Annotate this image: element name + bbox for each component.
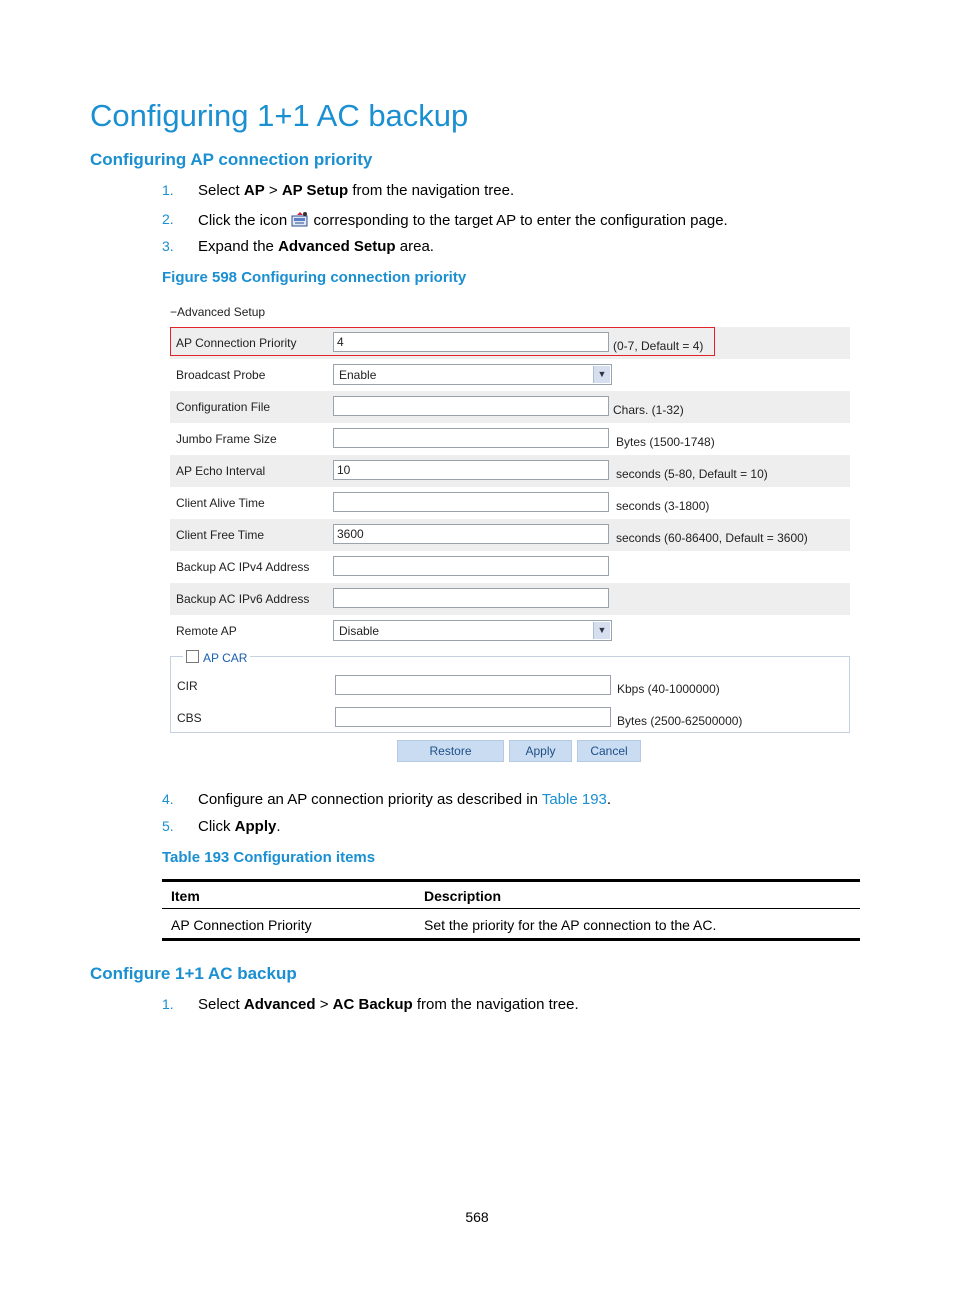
field-hint: seconds (3-1800)	[616, 499, 710, 513]
row-client-free-time	[170, 519, 850, 551]
step-number: 1.	[162, 182, 174, 198]
table-header-item: Item	[171, 888, 200, 904]
field-label: CBS	[177, 711, 202, 725]
collapse-icon[interactable]: −	[170, 305, 178, 319]
field-hint: seconds (5-80, Default = 10)	[616, 467, 768, 481]
table-header-description: Description	[424, 888, 502, 904]
field-label: Backup AC IPv4 Address	[176, 560, 310, 574]
row-backup-ac-ipv4	[170, 551, 850, 583]
step-number: 4.	[162, 791, 174, 807]
step-5: 5. Click Apply.	[162, 818, 281, 835]
backup-ac-ipv4-input[interactable]	[333, 556, 609, 576]
step-4: 4. Configure an AP connection priority as described in Table 193.	[162, 791, 612, 808]
field-label: AP Echo Interval	[176, 464, 266, 478]
figure-caption: Figure 598 Configuring connection priority	[162, 269, 467, 286]
cir-input[interactable]	[335, 675, 611, 695]
jumbo-frame-size-input[interactable]	[333, 428, 609, 448]
table-cell-item: AP Connection Priority	[171, 917, 312, 933]
page-number: 568	[465, 1209, 489, 1225]
ap-config-icon	[291, 211, 309, 227]
step-1: 1. Select AP > AP Setup from the navigation tree.	[162, 182, 515, 199]
step-number: 2.	[162, 211, 174, 227]
step-number: 3.	[162, 238, 174, 254]
restore-button[interactable]: Restore	[397, 740, 504, 762]
ap-echo-interval-input[interactable]: 10	[333, 460, 609, 480]
table-193-link[interactable]: Table 193	[541, 791, 607, 808]
configuration-file-input[interactable]	[333, 396, 609, 416]
row-cbs	[170, 702, 850, 734]
field-label: Configuration File	[176, 400, 271, 414]
cbs-input[interactable]	[335, 707, 611, 727]
apply-button[interactable]: Apply	[509, 740, 572, 762]
field-label: Client Alive Time	[176, 496, 265, 510]
row-remote-ap	[170, 615, 850, 647]
client-alive-time-input[interactable]	[333, 492, 609, 512]
field-hint: Kbps (40-1000000)	[617, 682, 720, 696]
field-label: Jumbo Frame Size	[176, 432, 277, 446]
row-backup-ac-ipv6	[170, 583, 850, 615]
field-hint: seconds (60-86400, Default = 3600)	[616, 531, 808, 545]
field-hint: Chars. (1-32)	[613, 403, 684, 417]
chevron-down-icon[interactable]: ▼	[593, 622, 610, 639]
advanced-setup-label: Advanced Setup	[177, 305, 266, 319]
table-caption: Table 193 Configuration items	[162, 849, 376, 866]
row-broadcast-probe	[170, 359, 850, 391]
row-jumbo-frame-size	[170, 423, 850, 455]
step-2: 2. Click the icon corresponding to the target AP to enter the configuration page.	[162, 211, 728, 229]
client-free-time-input[interactable]: 3600	[333, 524, 609, 544]
step-3: 3. Expand the Advanced Setup area.	[162, 238, 434, 255]
field-hint: Bytes (2500-62500000)	[617, 714, 743, 728]
ap-car-legend[interactable]	[183, 650, 250, 665]
step-number: 5.	[162, 818, 174, 834]
field-label: Client Free Time	[176, 528, 265, 542]
row-client-alive-time	[170, 487, 850, 519]
chevron-down-icon[interactable]: ▼	[593, 366, 610, 383]
field-label: CIR	[177, 679, 198, 693]
table-cell-description: Set the priority for the AP connection to the AC.	[424, 917, 717, 933]
field-label: Remote AP	[176, 624, 237, 638]
broadcast-probe-select[interactable]: Enable ▼	[333, 364, 612, 385]
row-cir	[170, 670, 850, 702]
ap-car-checkbox[interactable]	[186, 650, 199, 663]
row-ap-echo-interval	[170, 455, 850, 487]
remote-ap-select[interactable]: Disable ▼	[333, 620, 612, 641]
field-hint: (0-7, Default = 4)	[613, 339, 704, 353]
section-heading-connection-priority: Configuring AP connection priority	[90, 150, 373, 169]
field-label: Backup AC IPv6 Address	[176, 592, 310, 606]
ap-connection-priority-input[interactable]: 4	[333, 332, 609, 352]
ap-car-label: AP CAR	[203, 651, 248, 665]
advanced-setup-figure	[170, 300, 850, 770]
step-number: 1.	[162, 996, 174, 1012]
cancel-button[interactable]: Cancel	[577, 740, 641, 762]
row-configuration-file	[170, 391, 850, 423]
highlight-box	[170, 327, 715, 356]
field-label: Broadcast Probe	[176, 368, 266, 382]
field-hint: Bytes (1500-1748)	[616, 435, 715, 449]
step-1-ac-backup: 1. Select Advanced > AC Backup from the navigation tree.	[162, 996, 579, 1013]
backup-ac-ipv6-input[interactable]	[333, 588, 609, 608]
advanced-setup-header[interactable]	[170, 305, 265, 319]
section-heading-ac-backup: Configure 1+1 AC backup	[90, 964, 297, 983]
page-title: Configuring 1+1 AC backup	[90, 98, 469, 133]
field-label: AP Connection Priority	[176, 336, 297, 350]
